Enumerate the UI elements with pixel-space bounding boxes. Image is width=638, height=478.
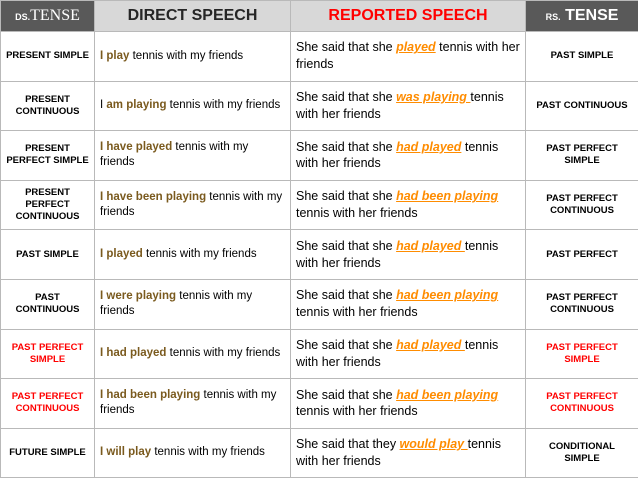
direct-speech-cell [95,81,291,131]
rs-tense-cell: PAST PERFECT CONTINUOUS [526,279,638,329]
reported-verb: had played [396,337,465,352]
table-row [1,32,638,82]
reported-speech-cell [291,81,526,131]
rs-tense-cell: PAST PERFECT CONTINUOUS [526,379,638,429]
reported-post: tennis with her friends [296,437,501,469]
table-row [1,180,638,230]
reported-post: tennis with her friends [296,40,520,72]
reported-speech-cell [291,32,526,82]
reported-pre: She said that she [296,139,397,154]
direct-verb: I were playing [100,289,177,302]
direct-verb: I play [100,49,130,62]
rs-tense-cell: CONDITIONAL SIMPLE [526,428,638,478]
direct-post: tennis with my friends [100,289,253,318]
reported-post: tennis with her friends [296,139,499,171]
header-rs-word: TENSE [565,7,619,24]
reported-speech-cell [291,230,526,280]
reported-pre: She said that she [296,189,397,204]
table-row [1,329,638,379]
reported-verb: had played [396,238,465,253]
reported-speech-cell [291,180,526,230]
rs-tense-cell: PAST PERFECT [526,230,638,280]
header-rs-prefix: RS. [545,12,561,22]
rs-tense-cell: PAST PERFECT SIMPLE [526,131,638,181]
reported-verb: had been playing [396,189,499,204]
rs-tense-cell: PAST PERFECT SIMPLE [526,329,638,379]
reported-post: tennis with her friends [296,404,418,419]
reported-speech-cell [291,428,526,478]
direct-pre: I [100,99,107,112]
reported-post: tennis with her friends [296,337,499,369]
direct-speech-cell [95,32,291,82]
reported-speech-cell [291,279,526,329]
ds-tense-cell: PRESENT SIMPLE [1,32,95,82]
ds-tense-cell: PAST CONTINUOUS [1,279,95,329]
header-row [1,1,638,32]
reported-pre: She said that she [296,288,397,303]
direct-verb: I had been playing [100,388,201,401]
reported-verb: had been playing [396,387,499,402]
header-ds-tense [1,1,95,32]
reported-pre: She said that she [296,90,397,105]
rs-tense-cell: PAST PERFECT CONTINUOUS [526,180,638,230]
reported-post: tennis with her friends [296,305,418,320]
rs-tense-cell: PAST SIMPLE [526,32,638,82]
ds-tense-cell: PRESENT CONTINUOUS [1,81,95,131]
header-ds-prefix: DS. [15,12,31,22]
ds-tense-cell: PRESENT PERFECT SIMPLE [1,131,95,181]
header-ds-word: TENSE [30,7,80,24]
ds-tense-cell: PAST PERFECT CONTINUOUS [1,379,95,429]
table-row [1,428,638,478]
reported-speech-cell [291,329,526,379]
ds-tense-cell: FUTURE SIMPLE [1,428,95,478]
direct-verb: I have played [100,140,173,153]
direct-speech-cell [95,230,291,280]
ds-tense-cell: PRESENT PERFECT CONTINUOUS [1,180,95,230]
direct-post: tennis with my friends [129,49,244,62]
ds-tense-cell: PAST PERFECT SIMPLE [1,329,95,379]
direct-speech-cell [95,279,291,329]
reported-verb: would play [399,437,468,452]
header-direct-speech: DIRECT SPEECH [95,1,291,32]
reported-verb: had been playing [396,288,499,303]
reported-pre: She said that she [296,337,397,352]
direct-verb: I will play [100,446,152,459]
reported-verb: was playing [396,90,471,105]
header-reported-speech: REPORTED SPEECH [291,1,526,32]
direct-post: tennis with my friends [100,140,249,169]
reported-pre: She said that she [296,387,397,402]
direct-speech-cell [95,180,291,230]
direct-speech-cell [95,428,291,478]
direct-verb: I had played [100,347,167,360]
reported-pre: She said that she [296,40,397,55]
direct-verb: am playing [106,99,167,112]
reported-post: tennis with her friends [296,206,418,221]
header-rs-tense [526,1,638,32]
reported-speech-cell [291,379,526,429]
direct-post: tennis with my friends [166,347,281,360]
direct-speech-cell [95,329,291,379]
table-row [1,279,638,329]
reported-speech-cell [291,131,526,181]
reported-pre: She said that she [296,238,397,253]
direct-post: tennis with my friends [100,190,283,219]
rs-tense-cell: PAST CONTINUOUS [526,81,638,131]
table-row [1,230,638,280]
direct-post: tennis with my friends [151,446,265,459]
reported-post: tennis with her friends [296,238,499,270]
direct-verb: I have been playing [100,190,207,203]
direct-speech-cell [95,379,291,429]
table-row [1,81,638,131]
direct-speech-cell [95,131,291,181]
direct-post: tennis with my friends [100,388,277,417]
reported-verb: had played [396,139,462,154]
table-row [1,131,638,181]
direct-post: tennis with my friends [166,99,281,112]
table-row [1,379,638,429]
direct-verb: I played [100,247,143,260]
reported-post: tennis with her friends [296,90,504,121]
ds-tense-cell: PAST SIMPLE [1,230,95,280]
reported-verb: played [396,40,436,55]
reported-pre: She said that they [296,437,400,452]
direct-post: tennis with my friends [142,247,257,260]
